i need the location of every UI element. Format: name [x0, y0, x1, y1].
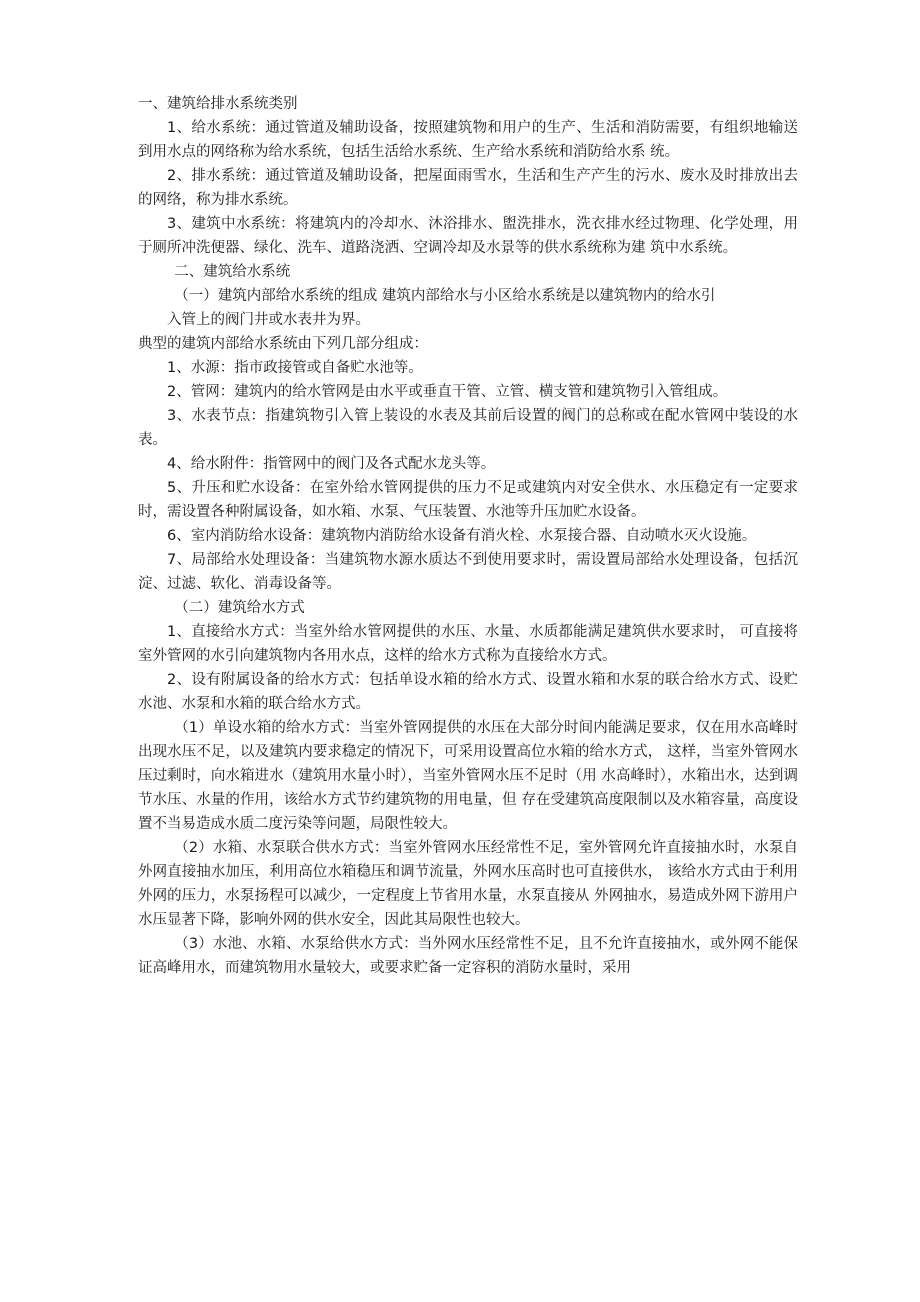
- list-item-meter-node: 3、水表节点：指建筑物引入管上装设的水表及其前后设置的阀门的总称或在配水管网中装设的水表。: [138, 408, 798, 448]
- paragraph-tank-only-supply: （1）单设水箱的给水方式：当室外管网提供的水压在大部分时间内能满足要求，仅在用水高峰时出现水压不足，以及建筑内要求稳定的情况下，可采用设置高位水箱的给水方式， 这样，当室外管网水压过剩时，向水箱进水（建筑用水量小时），当室外管网水压不足时（用 水高峰时），水箱出水，达到调节水压、水量的作用，该给水方式节约建筑物的用电量，但 存在受建筑高度限制以及水箱容量，高度设置不当易造成水质二度污染等问题，局限性较大。: [138, 720, 798, 832]
- paragraph-pool-tank-pump-supply: （3）水池、水箱、水泵给供水方式：当外网水压经常性不足，且不允许直接抽水，或外网不能保证高峰用水，而建筑物用水量较大，或要求贮备一定容积的消防水量时，采用: [138, 936, 798, 976]
- paragraph-drainage-system: 2、排水系统：通过管道及辅助设备，把屋面雨雪水，生活和生产产生的污水、废水及时排放出去的网络，称为排水系统。: [138, 168, 798, 208]
- list-item-local-treatment: 7、局部给水处理设备：当建筑物水源水质达不到使用要求时，需设置局部给水处理设备，包括沉淀、过滤、软化、消毒设备等。: [138, 552, 798, 592]
- list-item-pressure-storage: 5、升压和贮水设备：在室外给水管网提供的压力不足或建筑内对安全供水、水压稳定有一定要求时，需设置各种附属设备，如水箱、水泵、气压装置、水池等升压加贮水设备。: [138, 480, 798, 520]
- paragraph-internal-composition-cont: 入管上的阀门井或水表井为界。: [167, 312, 370, 328]
- list-item-fittings: 4、给水附件：指管网中的阀门及各式配水龙头等。: [167, 456, 496, 472]
- paragraph-direct-supply: 1、直接给水方式：当室外给水管网提供的水压、水量、水质都能满足建筑供水要求时， 可直接将室外管网的水引向建筑物内各用水点，这样的给水方式称为直接给水方式。: [138, 624, 798, 664]
- document-body: [138, 92, 798, 980]
- paragraph-tank-pump-supply: （2）水箱、水泵联合供水方式：当室外管网水压经常性不足，室外管网允许直接抽水时，水泵自外网直接抽水加压，利用高位水箱稳压和调节流量，外网水压高时也可直接供水， 该给水方式由于利用外网的压力，水泵扬程可以减少，一定程度上节省用水量，水泵直接从 外网抽水，易造成外网下游用户水压显著下降，影响外网的供水安全，因此其局限性也较大。: [138, 840, 798, 928]
- section-heading-2: 二、建筑给水系统: [174, 264, 291, 280]
- paragraph-reclaimed-water-system: 3、建筑中水系统：将建筑内的冷却水、沐浴排水、盥洗排水，洗衣排水经过物理、化学处理，用于厕所冲洗便器、绿化、洗车、道路浇洒、空调冷却及水景等的供水系统称为建 筑中水系统。: [138, 216, 798, 256]
- list-item-pipe-network: 2、管网：建筑内的给水管网是由水平或垂直干管、立管、横支管和建筑物引入管组成。: [167, 384, 728, 400]
- paragraph-typical-composition: 典型的建筑内部给水系统由下列几部分组成：: [138, 336, 428, 352]
- list-item-fire-equipment: 6、室内消防给水设备：建筑物内消防给水设备有消火栓、水泵接合器、自动喷水灭火设施。: [167, 528, 757, 544]
- paragraph-auxiliary-supply: 2、设有附属设备的给水方式：包括单设水箱的给水方式、设置水箱和水泵的联合给水方式、设贮水池、水泵和水箱的联合给水方式。: [138, 672, 798, 712]
- subsection-heading-supply-modes: （二）建筑给水方式: [174, 600, 305, 616]
- list-item-water-source: 1、水源：指市政接管或自备贮水池等。: [167, 360, 423, 376]
- section-heading-1: 一、建筑给排水系统类别: [138, 96, 298, 112]
- paragraph-water-supply-system: 1、给水系统：通过管道及辅助设备，按照建筑物和用户的生产、生活和消防需要，有组织地输送到用水点的网络称为给水系统，包括生活给水系统、生产给水系统和消防给水系 统。: [138, 120, 798, 160]
- paragraph-internal-composition: （一）建筑内部给水系统的组成 建筑内部给水与小区给水系统是以建筑物内的给水引: [174, 288, 716, 304]
